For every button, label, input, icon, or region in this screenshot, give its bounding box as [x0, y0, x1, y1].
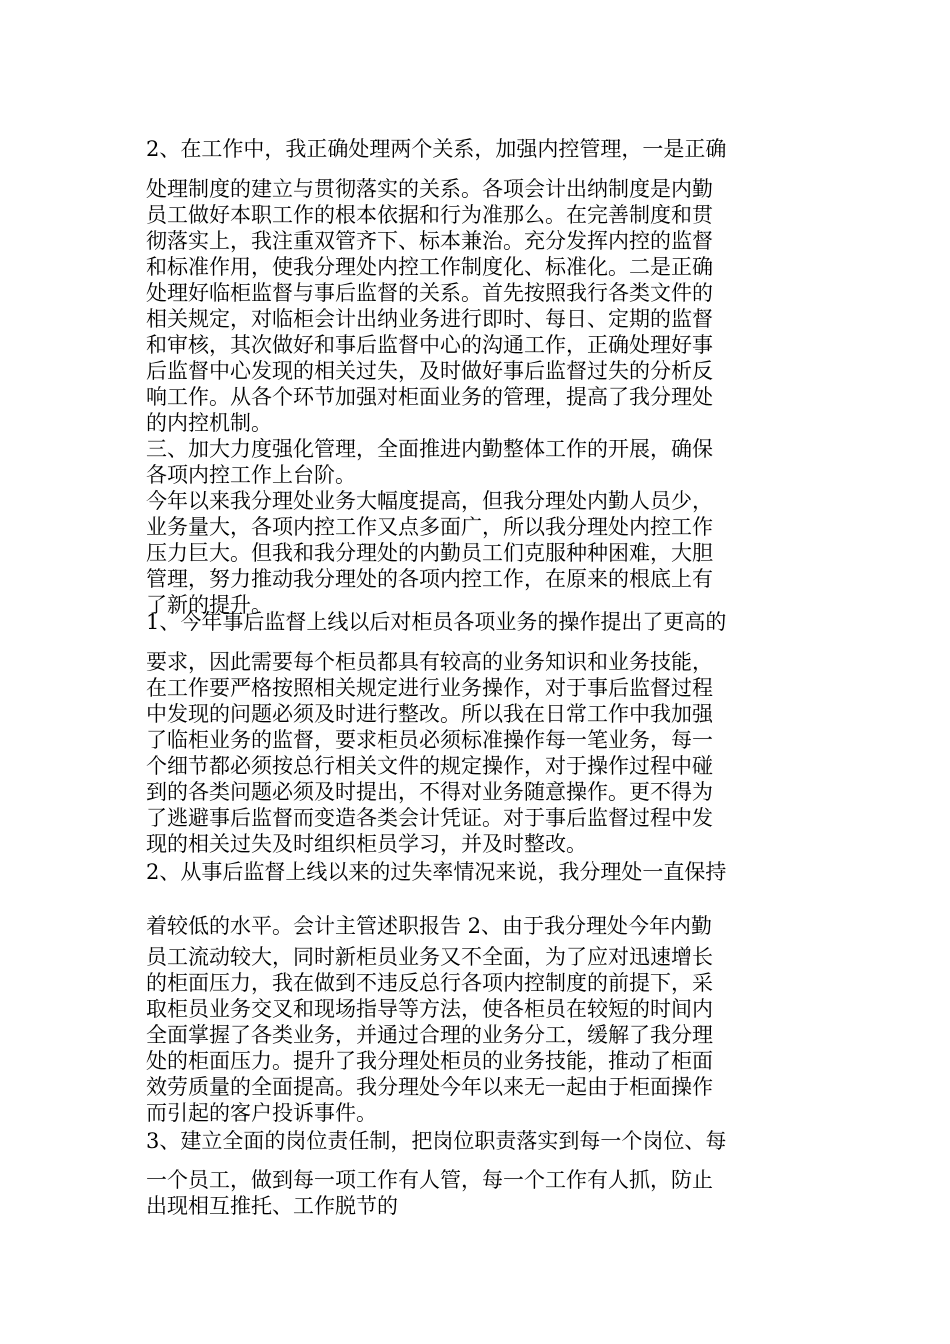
paragraph-error-rate [146, 913, 806, 939]
text-line: 相关规定，对临柜会计出纳业务进行即时、每日、定期的监督 [146, 307, 713, 331]
text-line: 现的相关过失及时组织柜员学习，并及时整改。 [146, 832, 587, 856]
paragraph-item-1-heading [146, 609, 806, 635]
text-line: 全面掌握了各类业务，并通过合理的业务分工，缓解了我分理 [146, 1023, 713, 1047]
text-line: 了临柜业务的监督，要求柜员必须标准操作每一笔业务，每一 [146, 728, 713, 752]
text-line: 3、建立全面的岗位责任制，把岗位职责落实到每一个岗位、每 [146, 1129, 727, 1153]
paragraph-responsibility [146, 1167, 806, 1219]
text-line: 了新的提升。 [146, 593, 272, 617]
text-line: 效劳质量的全面提高。我分理处今年以来无一起由于柜面操作 [146, 1075, 713, 1099]
text-line: 员工流动较大，同时新柜员业务又不全面，为了应对迅速增长 [146, 945, 713, 969]
text-line: 2、在工作中，我正确处理两个关系，加强内控管理，一是正确 [146, 137, 727, 161]
text-line: 着较低的水平。会计主管述职报告 2、由于我分理处今年内勤 [146, 914, 713, 938]
paragraph-item-3-heading [146, 1128, 806, 1154]
text-line: 管理，努力推动我分理处的各项内控工作，在原来的根底上有 [146, 567, 713, 591]
text-line: 而引起的客户投诉事件。 [146, 1101, 377, 1125]
paragraph-staff-training [146, 944, 806, 1126]
text-line: 后监督中心发现的相关过失，及时做好事后监督过失的分析反 [146, 359, 713, 383]
text-line: 的柜面压力，我在做到不违反总行各项内控制度的前提下，采 [146, 971, 713, 995]
text-line: 处理制度的建立与贯彻落实的关系。各项会计出纳制度是内勤 [146, 177, 713, 201]
text-line: 要求，因此需要每个柜员都具有较高的业务知识和业务技能， [146, 650, 713, 674]
section-heading-3: 各项内控工作上台阶。 [146, 463, 356, 487]
paragraph-internal-control [146, 176, 806, 618]
text-line: 的内控机制。 [146, 411, 272, 435]
text-line: 和审核，其次做好和事后监督中心的沟通工作，正确处理好事 [146, 333, 713, 357]
text-line: 一个员工，做到每一项工作有人管，每一个工作有人抓，防止 [146, 1168, 713, 1192]
text-line: 业务量大，各项内控工作又点多面广，所以我分理处内控工作 [146, 515, 713, 539]
text-line: 中发现的问题必须及时进行整改。所以我在日常工作中我加强 [146, 702, 713, 726]
text-line: 出现相互推托、工作脱节的 [146, 1194, 398, 1218]
text-line: 2、从事后监督上线以来的过失率情况来说，我分理处一直保持 [146, 860, 727, 884]
paragraph-item-2b-heading [146, 859, 806, 885]
text-line: 处的柜面压力。提升了我分理处柜员的业务技能，推动了柜面 [146, 1049, 713, 1073]
text-line: 处理好临柜监督与事后监督的关系。首先按照我行各类文件的 [146, 281, 713, 305]
paragraph-post-supervision [146, 649, 806, 857]
text-line: 取柜员业务交叉和现场指导等方法，使各柜员在较短的时间内 [146, 997, 713, 1021]
text-line: 彻落实上，我注重双管齐下、标本兼治。充分发挥内控的监督 [146, 229, 713, 253]
paragraph-item-2-heading [146, 136, 806, 162]
text-line: 在工作要严格按照相关规定进行业务操作，对于事后监督过程 [146, 676, 713, 700]
text-line: 和标准作用，使我分理处内控工作制度化、标准化。二是正确 [146, 255, 713, 279]
text-line: 了逃避事后监督而变造各类会计凭证。对于事后监督过程中发 [146, 806, 713, 830]
section-heading-3: 三、加大力度强化管理，全面推进内勤整体工作的开展，确保 [146, 437, 713, 461]
text-line: 响工作。从各个环节加强对柜面业务的管理，提高了我分理处 [146, 385, 713, 409]
text-line: 压力巨大。但我和我分理处的内勤员工们克服种种困难，大胆 [146, 541, 713, 565]
text-line: 个细节都必须按总行相关文件的规定操作，对于操作过程中碰 [146, 754, 713, 778]
text-line: 到的各类问题必须及时提出，不得对业务随意操作。更不得为 [146, 780, 713, 804]
text-line: 员工做好本职工作的根本依据和行为准那么。在完善制度和贯 [146, 203, 713, 227]
text-line: 今年以来我分理处业务大幅度提高，但我分理处内勤人员少， [146, 489, 713, 513]
text-line: 1、今年事后监督上线以后对柜员各项业务的操作提出了更高的 [146, 610, 727, 634]
